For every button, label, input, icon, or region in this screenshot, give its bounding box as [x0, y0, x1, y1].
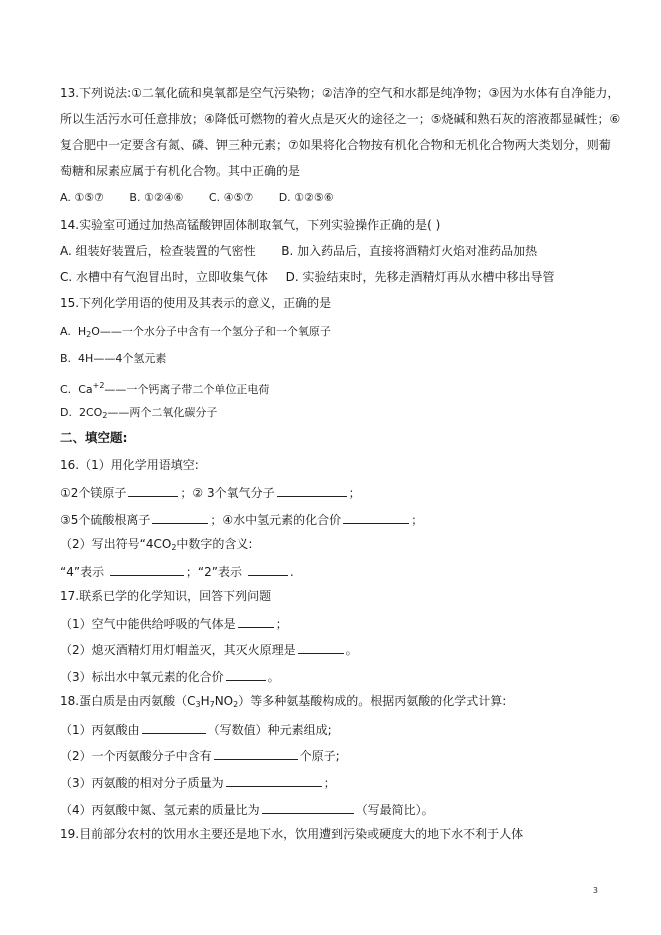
q15-option-b-text: ——4个氢元素	[93, 352, 167, 365]
q16-part2: （2）写出符号“$4CO_2$中数字的含义:	[60, 537, 253, 552]
q15-option-d-text: ——两个二氧化碳分子	[107, 406, 218, 419]
q16-line1: ①2个镁原子 ；② 3个氧气分子 ；	[60, 486, 361, 500]
q19-stem: 19.目前部分农村的饮用水主要还是地下水，饮用遭到污染或硬度大的地下水不利于人体	[60, 827, 524, 841]
q15-option-d-label: D.	[60, 406, 72, 419]
q15-option-c	[60, 378, 620, 397]
q14-options-cd	[60, 270, 620, 285]
answer-blank[interactable]	[142, 721, 206, 734]
page-number: 3	[592, 886, 598, 895]
q15-option-c-text: ——一个钙离子带二个单位正电荷	[104, 383, 270, 396]
q15-stem: 15.下列化学用语的使用及其表示的意义，正确的是	[60, 296, 332, 310]
q16-stem: 16.（1）用化学用语填空:	[60, 458, 199, 472]
q15-option-a-formula: $H_2O$	[77, 325, 100, 339]
q13-line3: 复合肥中一定要含有氮、磷、钾三种元素；⑦如果将化合物按有机化合物和无机化合物两大类划分，则葡	[60, 138, 611, 152]
q14-stem: 14.实验室可通过加热高锰酸钾固体制取氧气，下列实验操作正确的是( )	[60, 218, 441, 232]
answer-blank[interactable]	[128, 484, 178, 497]
section-fill-in-title: 二、填空题:	[60, 430, 128, 445]
q18-part4: （4）丙氨酸中氮、氢元素的质量比为 （写最简比）。	[60, 803, 434, 817]
q18-part2: （2）一个丙氨酸分子中含有 个原子;	[60, 749, 340, 763]
q13-options	[60, 190, 620, 205]
q15-option-b	[60, 351, 620, 366]
q15-option-a	[60, 324, 620, 342]
q14-option-b: B. 加入药品后，直接将酒精灯火焰对准药品加热	[281, 244, 538, 258]
q14-option-c: C. 水槽中有气泡冒出时，立即收集气体	[60, 270, 269, 284]
answer-blank[interactable]	[248, 563, 288, 576]
q13-line4: 萄糖和尿素应属于有机化合物。其中正确的是	[60, 164, 301, 178]
q14-option-a: A. 组装好装置后，检查装置的气密性	[60, 244, 256, 258]
q15-option-d-formula: $2CO_2$	[78, 406, 108, 420]
q18-part3: （3）丙氨酸的相对分子质量为 ；	[60, 776, 336, 790]
q18-part1: （1）丙氨酸由 （写数值）种元素组成;	[60, 723, 332, 737]
q16-line2: ③5个硫酸根离子 ；④水中氢元素的化合价 ；	[60, 513, 424, 527]
q17-stem: 17.联系已学的化学知识，回答下列问题	[60, 589, 272, 603]
answer-blank[interactable]	[214, 747, 298, 760]
answer-blank[interactable]	[262, 801, 354, 814]
q16-line3: “4”表示 ；“2”表示 .	[60, 565, 294, 579]
q13-line2: 所以生活污水可任意排放；④降低可燃物的着火点是灭火的途径之一；⑤烧碱和熟石灰的溶液都显碱性；⑥	[60, 112, 620, 126]
answer-blank[interactable]	[226, 668, 266, 681]
q15-option-b-label: B.	[60, 352, 72, 365]
q15-option-a-text: ——一个水分子中含有一个氢分子和一个氧原子	[99, 325, 331, 338]
answer-blank[interactable]	[238, 615, 274, 628]
answer-blank[interactable]	[298, 641, 344, 654]
q13-option-a: A. ①⑤⑦	[60, 191, 104, 204]
q15-option-c-label: C.	[60, 383, 72, 396]
answer-blank[interactable]	[343, 511, 409, 524]
q17-part2: （2）熄灭酒精灯用灯帽盖灭，其灭火原理是 。	[60, 643, 358, 657]
q14-options-ab	[60, 244, 620, 259]
q15-option-d	[60, 405, 620, 423]
q13-line1: 13.下列说法:①二氧化硫和臭氧都是空气污染物；②洁净的空气和水都是纯净物；③因为水体有自净能力，	[60, 86, 620, 100]
answer-blank[interactable]	[277, 484, 347, 497]
answer-blank[interactable]	[226, 774, 322, 787]
answer-blank[interactable]	[152, 511, 208, 524]
q14-option-d: D. 实验结束时，先移走酒精灯再从水槽中移出导管	[285, 270, 555, 284]
q13-option-c: C. ④⑤⑦	[208, 191, 254, 204]
q15-option-c-formula: $Ca^{+2}$	[78, 381, 105, 396]
q13-option-d: D. ①②⑤⑥	[278, 191, 334, 204]
answer-blank[interactable]	[110, 563, 184, 576]
q17-part1: （1）空气中能供给呼吸的气体是 ；	[60, 617, 288, 631]
q15-option-a-label: A.	[60, 325, 71, 338]
q15-option-b-formula: 4H	[78, 352, 94, 365]
q17-part3: （3）标出水中氧元素的化合价 。	[60, 670, 280, 684]
q18-stem: 18.蛋白质是由丙氨酸$(C_3H_7NO_2)$等多种氨基酸构成的。根据丙氨酸的化学式计算:	[60, 694, 507, 709]
q13-option-b: B. ①②④⑥	[129, 191, 184, 204]
